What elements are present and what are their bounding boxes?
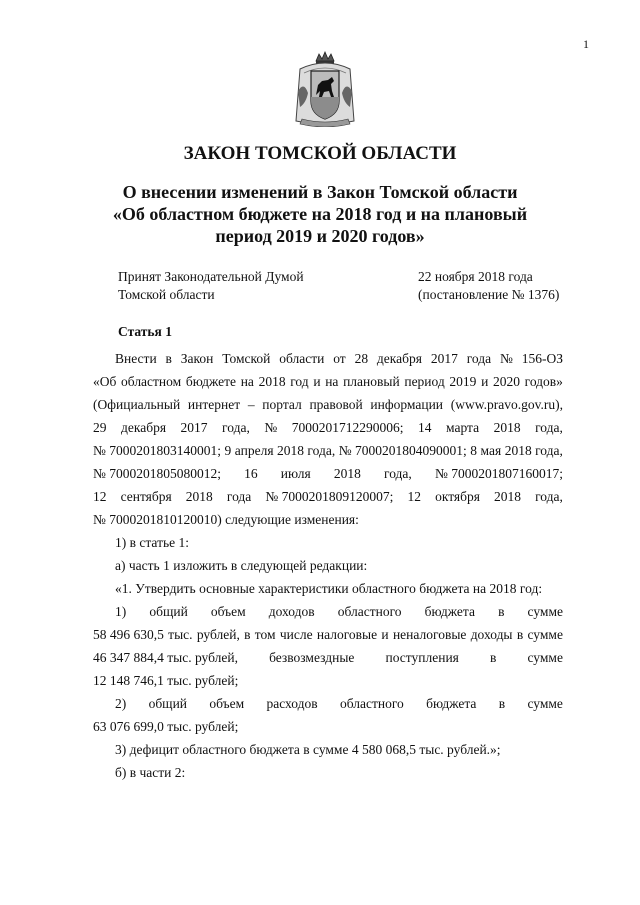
word: марта — [446, 420, 480, 435]
word: 9 — [224, 443, 232, 458]
word: доходы — [470, 627, 513, 642]
word: года, — [535, 420, 563, 435]
adopted-by-block — [118, 268, 304, 304]
word: года, — [535, 489, 563, 504]
word: информации — [370, 397, 444, 412]
word: сумме — [527, 650, 563, 665]
adopted-date-line: 22 ноября 2018 года — [418, 269, 533, 284]
text-line — [93, 347, 563, 370]
word: № — [264, 420, 278, 435]
word: на — [240, 374, 254, 389]
word: а) часть 1 изложить в следующей редакции: — [115, 558, 368, 573]
text-line — [93, 623, 563, 646]
word: бюджета — [424, 604, 475, 619]
text-line — [93, 669, 563, 692]
word: расходов — [266, 696, 318, 711]
word: том — [254, 627, 276, 642]
word: поступления — [385, 650, 459, 665]
text-line — [93, 508, 563, 531]
word: 63 076 699,0 тыс. рублей; — [93, 719, 239, 734]
word: 2018 — [494, 489, 522, 504]
word: июля — [280, 466, 311, 481]
text-line — [93, 646, 563, 669]
word: 29 — [93, 420, 107, 435]
word: года, — [384, 466, 412, 481]
subtitle-line: «Об областном бюджете на 2018 год и на плановый — [112, 204, 528, 224]
word: 46 347 884,4 тыс. рублей, — [93, 650, 238, 665]
tomsk-region-coat-of-arms-icon — [294, 51, 356, 127]
word: сумме — [527, 604, 563, 619]
text-line — [93, 738, 563, 761]
article-heading: Статья 1 — [118, 324, 172, 339]
word: безвозмездные — [269, 650, 355, 665]
word: октября — [435, 489, 480, 504]
word: и — [481, 374, 489, 389]
word: 2020 — [492, 374, 520, 389]
word: 2018 — [333, 466, 361, 481]
word: № 7000201807160017; — [434, 466, 563, 481]
word: годов» — [524, 374, 563, 389]
word: 16 — [244, 466, 258, 481]
word: в — [244, 627, 251, 642]
word: 58 496 630,5 — [93, 627, 164, 642]
word: декабря — [376, 351, 422, 366]
adopted-by-line: Томской области — [118, 287, 215, 302]
word: № 7000201803140001; — [93, 443, 222, 458]
word: апреля — [234, 443, 274, 458]
word: «Об — [93, 374, 117, 389]
word: б) в части 2: — [115, 765, 186, 780]
word: 12 148 746,1 тыс. рублей; — [93, 673, 239, 688]
text-line — [93, 462, 563, 485]
document-title: ЗАКОН ТОМСКОЙ ОБЛАСТИ — [183, 143, 457, 164]
adopted-date-block — [418, 268, 559, 304]
text-line — [93, 554, 563, 577]
word: областного — [337, 604, 402, 619]
word: № — [499, 351, 513, 366]
word: 2017 — [180, 420, 208, 435]
text-line — [93, 393, 563, 416]
adopted-by-line: Принят Законодательной Думой — [118, 269, 304, 284]
word: – — [247, 397, 255, 412]
word: год — [290, 374, 309, 389]
subtitle-line: О внесении изменений в Закон Томской области — [122, 182, 518, 202]
word: на — [325, 374, 339, 389]
word: общий — [148, 696, 188, 711]
word: рублей, — [196, 627, 240, 642]
word: неналоговые — [392, 627, 467, 642]
word: тыс. — [168, 627, 193, 642]
word: 28 — [354, 351, 369, 366]
word: в — [498, 696, 506, 711]
word: 2) — [115, 696, 127, 711]
article-body — [93, 347, 563, 784]
word: Томской — [222, 351, 271, 366]
subtitle-line: период 2019 и 2020 годов» — [215, 226, 425, 246]
text-line — [93, 485, 563, 508]
word: доходов — [268, 604, 315, 619]
text-line — [93, 600, 563, 623]
word: «1. Утвердить основные характеристики областного бюджета на 2018 год: — [115, 581, 543, 596]
page-number: 1 — [583, 37, 589, 51]
word: 1) в статье 1: — [115, 535, 189, 550]
word: Внести — [115, 351, 157, 366]
word: 2018 года, — [277, 443, 336, 458]
text-line — [93, 439, 563, 462]
text-line — [93, 370, 563, 393]
word: интернет — [187, 397, 241, 412]
word: бюджете — [185, 374, 237, 389]
word: областном — [121, 374, 182, 389]
word: в — [516, 627, 524, 642]
word: числе — [279, 627, 313, 642]
word: области — [279, 351, 325, 366]
word: 14 — [418, 420, 432, 435]
word: 156-ОЗ — [521, 351, 563, 366]
word: и — [381, 627, 389, 642]
text-line — [93, 761, 563, 784]
word: года — [466, 351, 492, 366]
word: период — [404, 374, 445, 389]
word: № 7000201805080012; — [93, 466, 222, 481]
word: в — [490, 650, 497, 665]
word: сумме — [527, 627, 563, 642]
word: объем — [209, 696, 245, 711]
word: налоговые — [316, 627, 378, 642]
word: 2019 — [449, 374, 477, 389]
word: 3) дефицит областного бюджета в сумме 4 580 068,5 тыс. рублей.»; — [115, 742, 501, 757]
word: сентября — [120, 489, 172, 504]
word: общий — [149, 604, 188, 619]
word: № 7000201809120007; — [265, 489, 394, 504]
word: сумме — [527, 696, 563, 711]
text-line — [93, 577, 563, 600]
word: от — [333, 351, 346, 366]
text-line — [93, 416, 563, 439]
text-line — [93, 715, 563, 738]
word: 12 — [93, 489, 107, 504]
word: объем — [210, 604, 246, 619]
word: 1) — [115, 604, 127, 619]
word: 2018 — [258, 374, 286, 389]
word: и — [313, 374, 321, 389]
document-subtitle — [80, 181, 560, 247]
text-line — [93, 531, 563, 554]
word: бюджета — [426, 696, 477, 711]
word: областного — [339, 696, 404, 711]
word: Закон — [180, 351, 214, 366]
word: в — [165, 351, 172, 366]
word: 2018 — [493, 420, 521, 435]
resolution-number: (постановление № 1376) — [418, 287, 560, 302]
word: года, — [222, 420, 250, 435]
word: № 7000201804090001; — [338, 443, 467, 458]
word: 2018 года, — [504, 443, 563, 458]
text-line — [93, 692, 563, 715]
word: (Официальный — [93, 397, 181, 412]
word: 7000201712290006; — [291, 420, 404, 435]
word: 8 — [470, 443, 478, 458]
word: (www.pravo.gov.ru), — [450, 397, 563, 412]
word: года — [226, 489, 252, 504]
word: плановый — [343, 374, 400, 389]
word: № 7000201810120010) следующие изменения: — [93, 512, 359, 527]
word: декабря — [121, 420, 167, 435]
word: мая — [480, 443, 502, 458]
word: 2017 — [430, 351, 458, 366]
word: в — [498, 604, 505, 619]
word: 12 — [407, 489, 421, 504]
word: правовой — [309, 397, 363, 412]
word: 2018 — [185, 489, 213, 504]
word: портал — [262, 397, 302, 412]
